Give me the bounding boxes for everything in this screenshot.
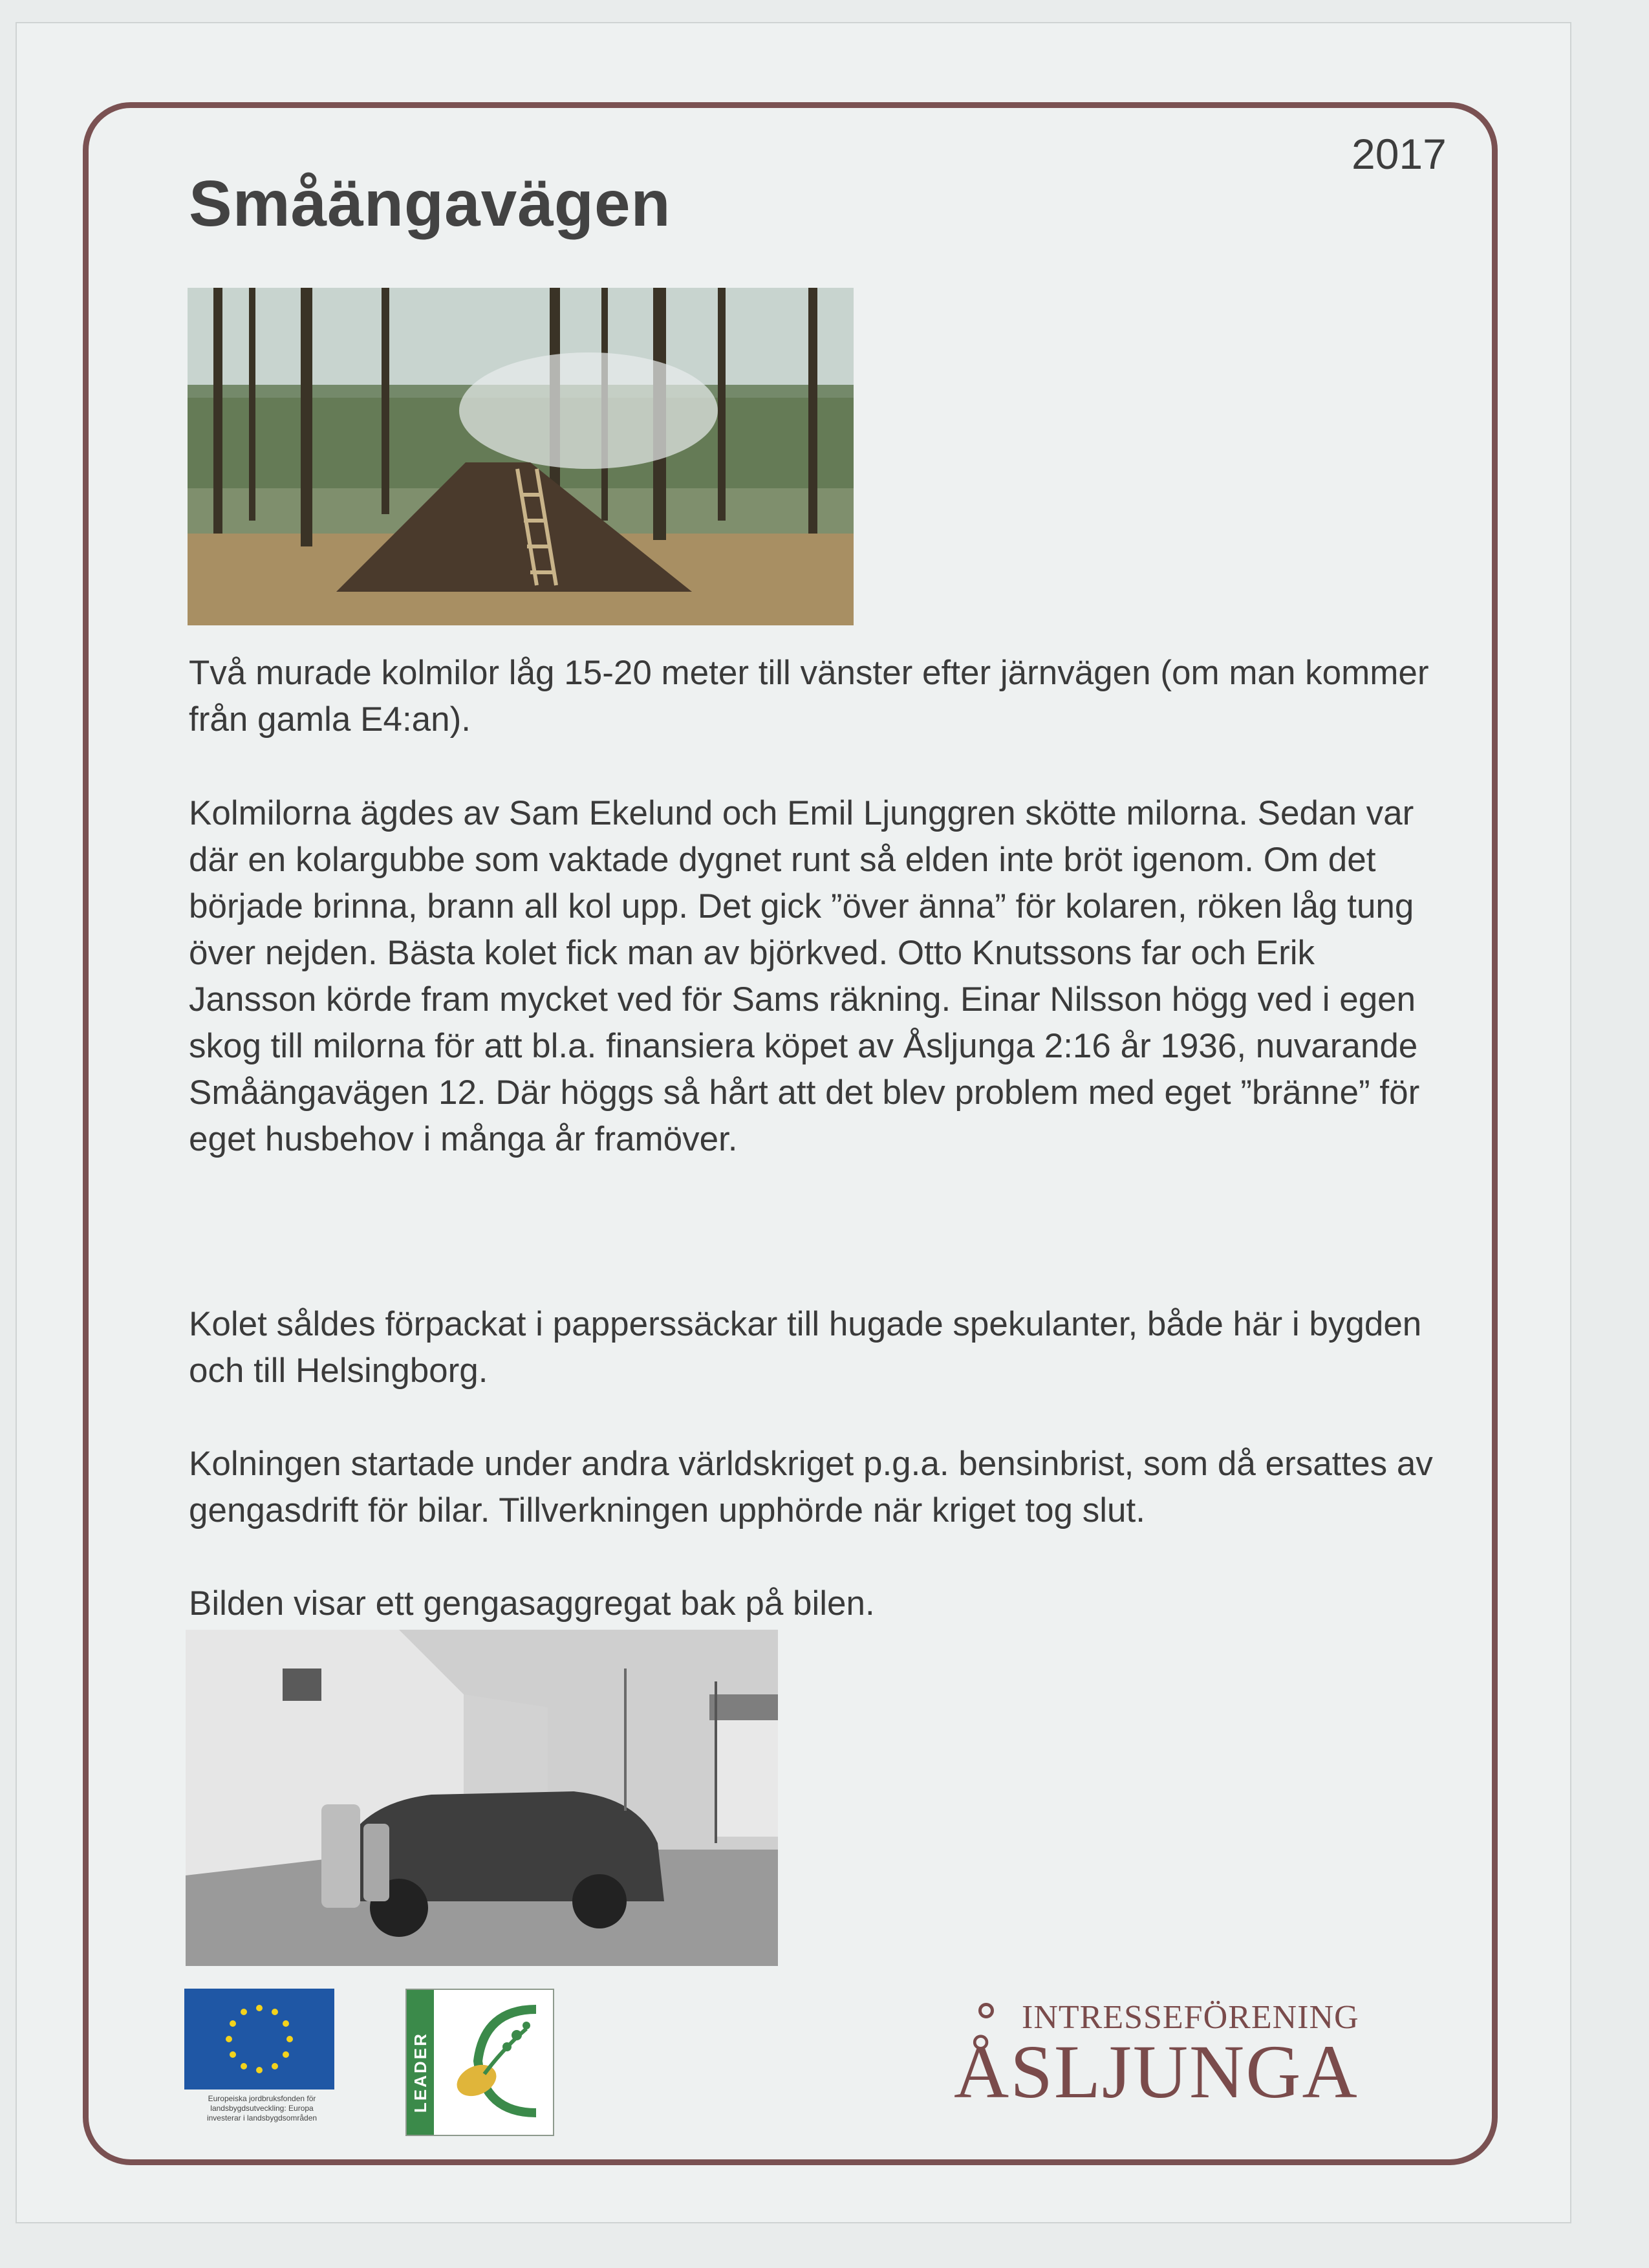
paragraph-1: Två murade kolmilor låg 15-20 meter till vänster efter järnvägen (om man kommer från gamla E4:an).	[189, 654, 1429, 739]
paragraph-4: Kolningen startade under andra världskriget p.g.a. bensinbrist, som då ersattes av gengasdrift för bilar. Tillverkningen upphörde när kriget tog slut.	[189, 1445, 1433, 1529]
brand-subtitle: INTRESSEFÖRENING	[1022, 1999, 1359, 2036]
eu-caption	[184, 2094, 339, 2123]
gas-generator-car-photo	[186, 1630, 778, 1966]
page-title: Småängavägen	[189, 167, 671, 240]
year-label: 2017	[1352, 130, 1447, 178]
brand-ring-icon	[978, 2003, 994, 2018]
brand-name: ÅSLJUNGA	[954, 2029, 1359, 2114]
paragraph-5: Bilden visar ett gengasaggregat bak på bilen.	[189, 1584, 875, 1623]
leader-logo	[405, 1989, 554, 2136]
eu-caption-line: landsbygdsutveckling: Europa	[210, 2104, 314, 2113]
paragraph-2: Kolmilorna ägdes av Sam Ekelund och Emil Ljunggren skötte milorna. Sedan var där en kolargubbe som vaktade dygnet runt så elden inte bröt igenom. Om det började brinna, brann all kol upp. Det gick ”över änna” för kolaren, röken låg tung över nejden. Bästa kolet fick man av björkved. Otto Knutssons far och Erik Jansson körde fram mycket ved för Sams räkning. Einar Nilsson högg ved i egen skog till milorna för att bl.a. finansiera köpet av Åsljunga 2:16 år 1936, nuvarande Småängavägen 12. Där höggs så hårt att det blev problem med eget ”bränne” för eget husbehov i många år framöver.	[189, 794, 1420, 1158]
eu-flag-logo	[184, 1989, 334, 2090]
paragraph-3: Kolet såldes förpackat i papperssäckar till hugade spekulanter, både här i bygden och till Helsingborg.	[189, 1305, 1422, 1390]
eu-caption-line: Europeiska jordbruksfonden för	[208, 2094, 316, 2103]
eu-caption-line: investerar i landsbygdsområden	[206, 2113, 318, 2122]
svg-text:LEADER: LEADER	[411, 2032, 430, 2113]
charcoal-kiln-photo	[188, 288, 854, 625]
